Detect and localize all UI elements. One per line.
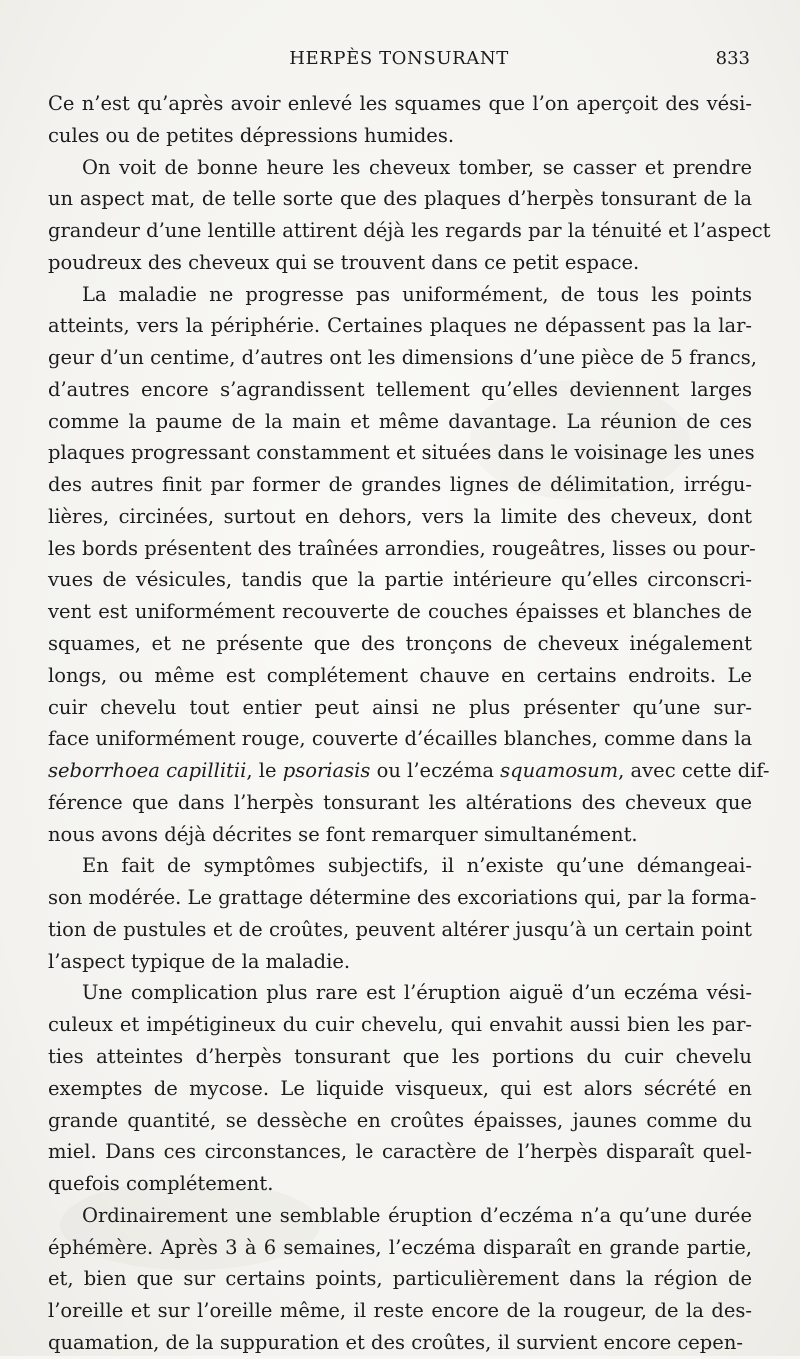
text-line: ties atteintes d’herpès tonsurant que les portions du cuir chevelu	[48, 1044, 752, 1068]
text-line: plaques progressant constamment et situées dans le voisinage les unes	[48, 441, 755, 465]
text-line: La maladie ne progresse pas uniformément, de tous les points	[82, 282, 752, 306]
text-line: squames, et ne présente que des tronçons de cheveux inégalement	[48, 632, 752, 656]
text-line: éphémère. Après 3 à 6 semaines, l’eczéma disparaît en grande partie,	[48, 1235, 752, 1259]
text-line: grande quantité, se dessèche en croûtes épaisses, jaunes comme du	[48, 1108, 752, 1132]
text-line: d’autres encore s’agrandissent tellement qu’elles deviennent larges	[48, 377, 752, 401]
text-line: l’aspect typique de la maladie.	[48, 949, 351, 973]
text-line: comme la paume de la main et même davantage. La réunion de ces	[48, 409, 752, 433]
text-line: grandeur d’une lentille attirent déjà les regards par la ténuité et l’aspect	[48, 219, 771, 243]
text-line: culeux et impétigineux du cuir chevelu, qui envahit aussi bien les par-	[48, 1013, 752, 1037]
text-line: un aspect mat, de telle sorte que des plaques d’herpès tonsurant de la	[48, 187, 752, 211]
text-line: cuir chevelu tout entier peut ainsi ne plus présenter qu’une sur-	[48, 695, 752, 719]
page-header	[48, 48, 750, 74]
text-line: quamation, de la suppuration et des croûtes, il survient encore cepen-	[48, 1330, 743, 1354]
text-line: les bords présentent des traînées arrondies, rougeâtres, lisses ou pour-	[48, 536, 756, 560]
text-line: l’oreille et sur l’oreille même, il reste encore de la rougeur, de la des-	[48, 1299, 752, 1323]
text-line: face uniformément rouge, couverte d’écailles blanches, comme dans la	[48, 727, 753, 751]
body-text	[48, 88, 771, 1359]
text-line: poudreux des cheveux qui se trouvent dans ce petit espace.	[48, 250, 640, 274]
text-line: nous avons déjà décrites se font remarquer simultanément.	[48, 822, 638, 846]
text-line: vues de vésicules, tandis que la partie intérieure qu’elles circonscri-	[48, 568, 752, 592]
text-line: En fait de symptômes subjectifs, il n’existe qu’une démangeai-	[82, 854, 752, 878]
text-line: des autres finit par former de grandes lignes de délimitation, irrégu-	[48, 473, 752, 497]
page-number: 833	[715, 48, 750, 69]
text-line: miel. Dans ces circonstances, le caractère de l’herpès disparaît quel-	[48, 1140, 752, 1164]
text-line: lières, circinées, surtout en dehors, vers la limite des cheveux, dont	[48, 504, 752, 528]
text-line: et, bien que sur certains points, particulièrement dans la région de	[48, 1267, 752, 1291]
text-line: exemptes de mycose. Le liquide visqueux, qui est alors sécrété en	[48, 1076, 752, 1100]
text-line: atteints, vers la périphérie. Certaines plaques ne dépassent pas la lar-	[48, 314, 752, 338]
text-line: cules ou de petites dépressions humides.	[48, 123, 455, 147]
running-title: HERPÈS TONSURANT	[289, 48, 509, 69]
text-line: son modérée. Le grattage détermine des excoriations qui, par la forma-	[48, 886, 757, 910]
text-line: geur d’un centime, d’autres ont les dimensions d’une pièce de 5 francs,	[48, 346, 757, 370]
text-line: tion de pustules et de croûtes, peuvent altérer jusqu’à un certain point	[48, 917, 752, 941]
text-line: On voit de bonne heure les cheveux tomber, se casser et prendre	[82, 155, 752, 179]
text-line: Une complication plus rare est l’éruption aiguë d’un eczéma vési-	[82, 981, 752, 1005]
text-line: longs, ou même est complétement chauve en certains endroits. Le	[48, 663, 752, 687]
text-line: quefois complétement.	[48, 1172, 274, 1196]
text-line: vent est uniformément recouverte de couches épaisses et blanches de	[48, 600, 752, 624]
text-line: seborrhoea capillitii, le psoriasis ou l’eczéma squamosum, avec cette dif-	[48, 759, 770, 783]
text-line: Ordinairement une semblable éruption d’eczéma n’a qu’une durée	[82, 1203, 752, 1227]
text-line: férence que dans l’herpès tonsurant les altérations des cheveux que	[48, 790, 752, 814]
text-line: Ce n’est qu’après avoir enlevé les squames que l’on aperçoit des vési-	[48, 92, 752, 115]
